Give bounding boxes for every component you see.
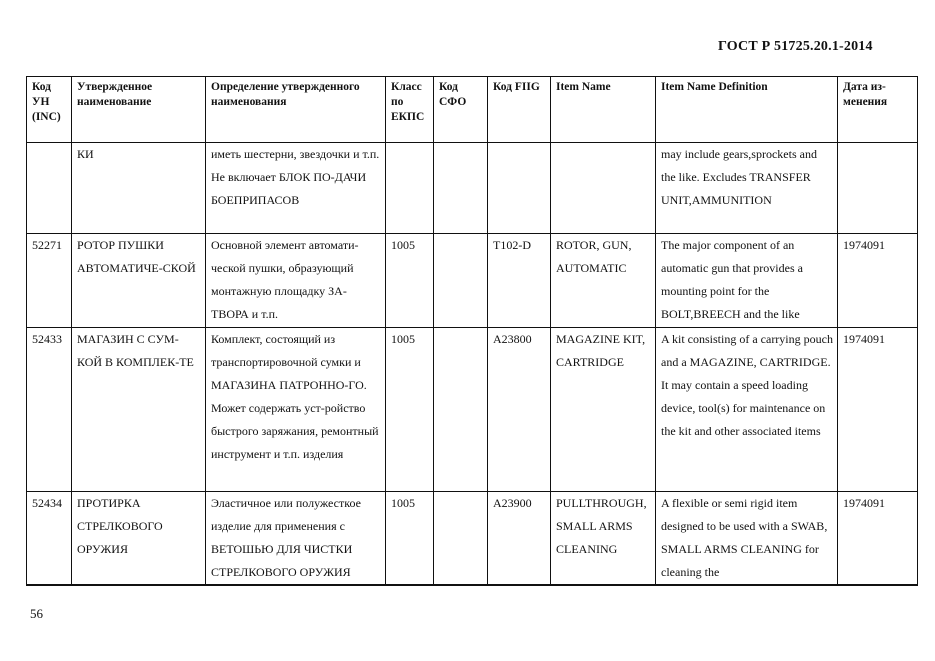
cell-fiig: T102-D (488, 234, 551, 328)
table-row (27, 143, 918, 234)
cell-item-definition: A kit consisting of a carrying pouch and a MAGAZINE, CARTRIDGE. It may contain a speed loading device, tool(s) for maintenance on the kit and other associated items (656, 328, 838, 492)
cell-definition-ru: Основной элемент автомати-ческой пушки, образующий монтажную площадку ЗА-ТВОРА и т.п. (206, 234, 386, 328)
col-header-item-definition: Item Name Definition (656, 77, 838, 143)
col-header-item-name: Item Name (551, 77, 656, 143)
cell-item-name: PULLTHROUGH, SMALL ARMS CLEANING (551, 492, 656, 586)
cell-inc: 52434 (27, 492, 72, 586)
cell-inc (27, 143, 72, 234)
table-row (27, 492, 918, 586)
cell-sfo (434, 492, 488, 586)
cell-fiig: A23800 (488, 328, 551, 492)
cell-item-name: ROTOR, GUN, AUTOMATIC (551, 234, 656, 328)
col-header-fiig: Код FIIG (488, 77, 551, 143)
cell-item-definition: may include gears,sprockets and the like. Excludes TRANSFER UNIT,AMMUNITION (656, 143, 838, 234)
cell-fiig (488, 143, 551, 234)
cell-inc: 52433 (27, 328, 72, 492)
col-header-class: Класс по ЕКПС (386, 77, 434, 143)
cell-date: 1974091 (838, 492, 918, 586)
cell-inc: 52271 (27, 234, 72, 328)
cell-definition-ru: иметь шестерни, звездочки и т.п. Не включает БЛОК ПО-ДАЧИ БОЕПРИПАСОВ (206, 143, 386, 234)
cell-item-definition: A flexible or semi rigid item designed to be used with a SWAB, SMALL ARMS CLEANING for cleaning the (656, 492, 838, 586)
col-header-inc: Код УН (INC) (27, 77, 72, 143)
cell-name-ru: РОТОР ПУШКИ АВТОМАТИЧЕ-СКОЙ (72, 234, 206, 328)
cell-sfo (434, 143, 488, 234)
cell-item-name: MAGAZINE KIT, CARTRIDGE (551, 328, 656, 492)
cell-class: 1005 (386, 328, 434, 492)
cell-date: 1974091 (838, 328, 918, 492)
cell-fiig: A23900 (488, 492, 551, 586)
cell-definition-ru: Эластичное или полужесткое изделие для применения с ВЕТОШЬЮ ДЛЯ ЧИСТКИ СТРЕЛКОВОГО ОРУЖИЯ (206, 492, 386, 586)
table-header-row (27, 77, 918, 143)
page-number: 56 (30, 606, 43, 621)
cell-name-ru: ПРОТИРКА СТРЕЛКОВОГО ОРУЖИЯ (72, 492, 206, 586)
col-header-sfo: Код СФО (434, 77, 488, 143)
cell-item-definition: The major component of an automatic gun that provides a mounting point for the BOLT,BREECH and the like (656, 234, 838, 328)
cell-sfo (434, 234, 488, 328)
col-header-definition-ru: Определение утвержденного наименования (206, 77, 386, 143)
cell-sfo (434, 328, 488, 492)
cell-name-ru: КИ (72, 143, 206, 234)
col-header-name-ru: Утвержденное наименование (72, 77, 206, 143)
cell-item-name (551, 143, 656, 234)
col-header-date: Дата из-менения (838, 77, 918, 143)
cell-definition-ru: Комплект, состоящий из транспортировочной сумки и МАГАЗИНА ПАТРОННО-ГО. Может содержать уст-ройство быстрого заряжания, ремонтный инструмент и т.п. изделия (206, 328, 386, 492)
cell-date (838, 143, 918, 234)
cell-class: 1005 (386, 492, 434, 586)
table-row (27, 328, 918, 492)
nomenclature-table (26, 76, 918, 586)
cell-date: 1974091 (838, 234, 918, 328)
table-row (27, 234, 918, 328)
document-title: ГОСТ Р 51725.20.1-2014 (718, 39, 873, 54)
cell-name-ru: МАГАЗИН С СУМ-КОЙ В КОМПЛЕК-ТЕ (72, 328, 206, 492)
cell-class: 1005 (386, 234, 434, 328)
cell-class (386, 143, 434, 234)
